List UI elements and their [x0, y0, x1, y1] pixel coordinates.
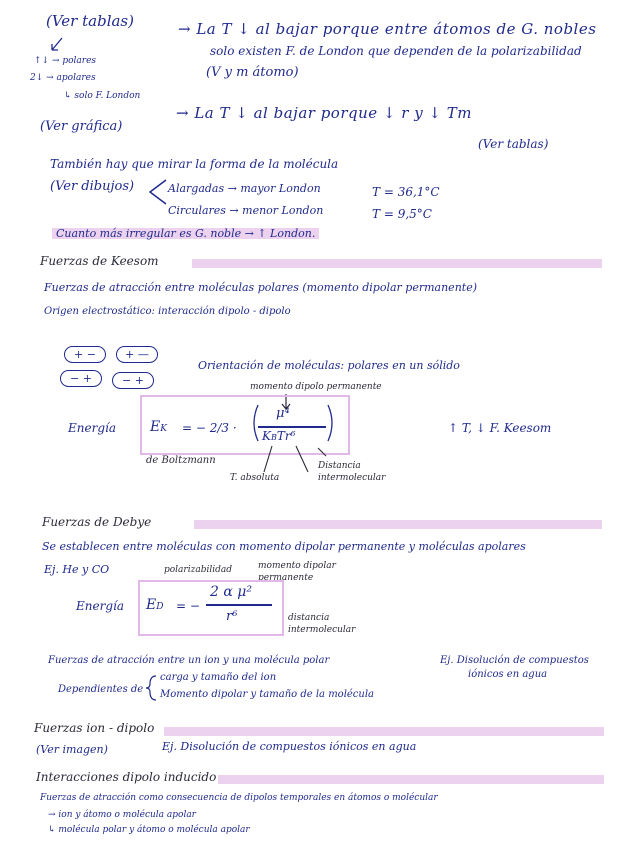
forma-molecula: También hay que mirar la forma de la molécula [50, 157, 339, 171]
note-solo-london: ↳ solo F. London [64, 91, 141, 101]
title-highlight-inducido [218, 775, 604, 784]
energy-label-keesom: Energía [68, 421, 116, 435]
section-title-keesom: Fuerzas de Keesom [40, 254, 159, 268]
ver-dibujos-note: (Ver dibujos) [50, 179, 135, 194]
den-k: K [262, 429, 271, 443]
intro-line-3: (V y m átomo) [206, 65, 299, 80]
polarizabilidad-label: polarizabilidad [164, 565, 232, 575]
temperatura-1: T = 36,1°C [372, 185, 440, 199]
note-apolares: 2↓ → apolares [30, 73, 96, 83]
energy-label-debye: Energía [76, 599, 124, 613]
section-title-ion-dipolo: Fuerzas ion - dipolo [34, 721, 155, 735]
den-tail: Tr⁶ [276, 429, 296, 443]
keesom-definition: Fuerzas de atracción entre moléculas polares (momento dipolar permanente) [44, 281, 478, 294]
keesom-e: E [150, 419, 161, 435]
keesom-sub: K [160, 424, 167, 434]
circulares-note: Circulares → menor London [168, 204, 324, 217]
section-title-debye: Fuerzas de Debye [42, 515, 152, 529]
brace-left-icon [146, 674, 158, 702]
inducido-item-1: → ion y átomo o molécula apolar [48, 810, 196, 820]
debye-example-disolucion: Ej. Disolución de compuestos [440, 655, 589, 666]
intro-line-1: → La T ↓ al bajar porque entre átomos de G. nobles [178, 20, 597, 38]
debye-carga: carga y tamaño del ion [160, 672, 277, 683]
title-highlight-keesom [192, 259, 602, 268]
debye-formula-num: 2 α μ² [210, 584, 252, 600]
irregular-note: Cuanto más irregular es G. noble → ↑ London. [52, 228, 319, 239]
inducido-item-2: ↳ molécula polar y átomo o molécula apolar [48, 825, 250, 835]
dipole-pill-1: + − [64, 346, 106, 363]
title-highlight-ion-dipolo [164, 727, 604, 736]
title-highlight-debye [194, 520, 602, 529]
debye-formula-eq: = − [176, 599, 200, 613]
dipole-pill-4: − + [112, 372, 154, 389]
momento-dipolo-label: momento dipolo permanente [250, 382, 382, 392]
annotation-arrows-icon [262, 444, 342, 474]
momento-label-debye: momento dipolar permanente [258, 561, 336, 583]
note-polares: ↑↓ → polares [34, 56, 97, 66]
dipole-pill-3: − + [60, 370, 102, 387]
paren-right-icon [326, 403, 336, 443]
fraction-bar-debye [206, 604, 272, 606]
debye-formula-den: r⁶ [226, 609, 238, 624]
ion-dipolo-example: Ej. Disolución de compuestos iónicos en agua [162, 740, 417, 753]
keesom-formula-num: μ⁴ [276, 406, 290, 421]
debye-dependientes: Dependientes de [58, 684, 144, 695]
keesom-formula-den [262, 430, 295, 442]
debye-example: Ej. He y CO [44, 563, 110, 576]
debye-formula-lhs [146, 598, 163, 612]
keesom-side-note: ↑ T, ↓ F. Keesom [448, 421, 552, 435]
debye-e: E [146, 597, 157, 613]
ver-tablas-note-2: (Ver tablas) [478, 137, 549, 151]
debye-example-iones: iónicos en agua [468, 669, 548, 680]
boltzmann-label: de Boltzmann [146, 455, 216, 466]
ver-grafica-note: (Ver gráfica) [40, 119, 123, 134]
fraction-bar [258, 426, 326, 428]
intro-line-4: → La T ↓ al bajar porque ↓ r y ↓ Tm [176, 104, 472, 122]
ver-tablas-note: (Ver tablas) [46, 12, 134, 30]
dipole-pill-2: + — [116, 346, 158, 363]
intro-line-2: solo existen F. de London que dependen de la polarizabilidad [210, 44, 582, 58]
distancia-label-debye: distancia intermolecular [288, 613, 356, 635]
ion-dipolo-ver-imagen: (Ver imagen) [36, 743, 108, 756]
debye-definition: Se establecen entre moléculas con momento dipolar permanente y moléculas apolares [42, 540, 526, 553]
section-title-inducido: Interacciones dipolo inducido [36, 770, 217, 784]
bracket-left-icon [146, 178, 170, 208]
inducido-definition: Fuerzas de atracción como consecuencia de dipolos temporales en átomos o molécular [40, 793, 438, 803]
temperatura-2: T = 9,5°C [372, 207, 432, 221]
den-b: B [270, 433, 277, 442]
alargadas-note: Alargadas → mayor London [168, 182, 321, 195]
keesom-formula-eq: = − 2/3 · [182, 421, 237, 435]
keesom-formula-lhs [150, 420, 167, 434]
t-absoluta-label: T. absoluta [230, 473, 280, 483]
arrow-down-left-icon [48, 36, 68, 56]
debye-attraction: Fuerzas de atracción entre un ion y una molécula polar [48, 655, 330, 666]
debye-momento-tamano: Momento dipolar y tamaño de la molécula [160, 689, 375, 700]
paren-left-icon [250, 403, 260, 443]
orientation-note: Orientación de moléculas: polares en un sólido [198, 359, 460, 372]
keesom-origin: Origen electrostático: interacción dipolo - dipolo [44, 306, 291, 317]
distancia-label-keesom: Distancia intermolecular [318, 461, 386, 483]
debye-sub: D [156, 602, 164, 612]
